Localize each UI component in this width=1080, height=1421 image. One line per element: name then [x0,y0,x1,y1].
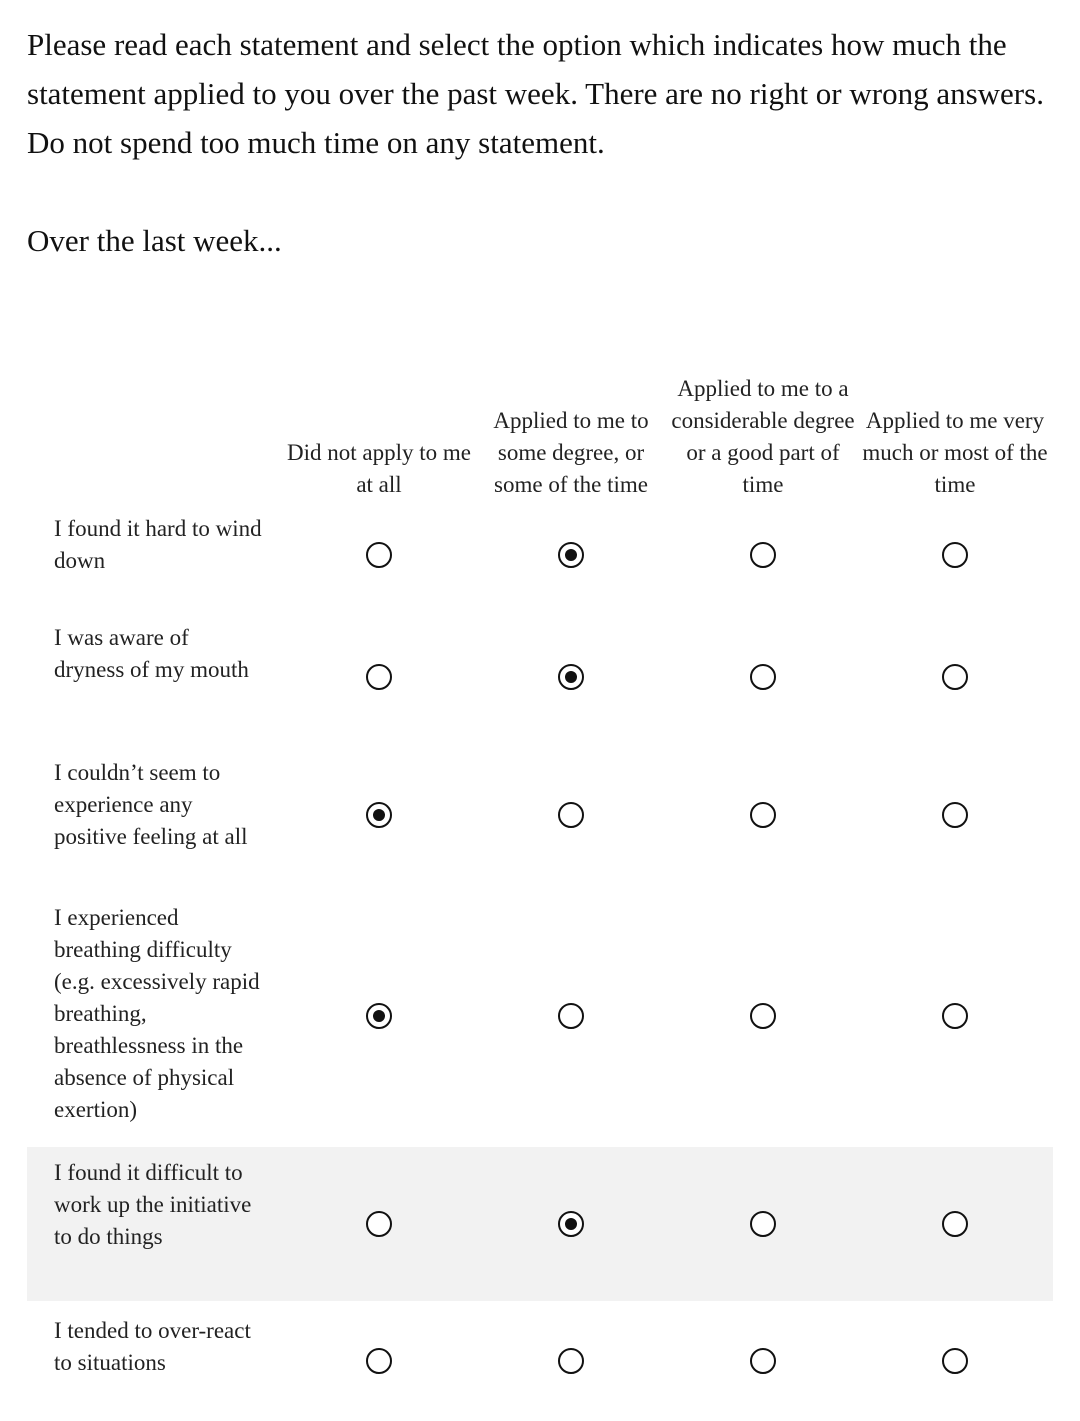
option-radio-1[interactable] [366,542,392,568]
statement-text: I was aware of dryness of my mouth [54,625,249,682]
option-cell [283,501,475,608]
lead-text: Over the last week... [27,223,282,258]
option-cell [859,608,1051,745]
instructions-text: Please read each statement and select the option which indicates how much the statement applied to you over the past week. There are no right or wrong answers. Do not spend too much time on any statement. [27,27,1044,160]
option-radio-3[interactable] [750,664,776,690]
option-radio-1[interactable] [366,1348,392,1374]
option-radio-4[interactable] [942,664,968,690]
statement-text: I tended to over-react to situations [54,1318,251,1375]
statement-text: I couldn’t seem to experience any positive feeling at all [54,760,248,849]
question-row [27,885,1053,1147]
option-cell [283,745,475,885]
option-radio-3[interactable] [750,802,776,828]
question-row [27,745,1053,885]
question-row [27,1301,1053,1421]
option-cell [667,501,859,608]
question-row [27,1147,1053,1301]
option-cell [667,1301,859,1421]
option-cell [283,885,475,1147]
column-header: Applied to me to some degree, or some of the time [493,408,649,497]
option-radio-4[interactable] [942,1003,968,1029]
option-radio-2[interactable] [558,802,584,828]
option-radio-1[interactable] [366,1211,392,1237]
statement-text: I found it difficult to work up the initiative to do things [54,1160,252,1249]
option-radio-2[interactable] [558,1003,584,1029]
option-cell [283,1147,475,1301]
option-radio-3[interactable] [750,542,776,568]
option-cell [283,1301,475,1421]
option-cell [475,608,667,745]
option-cell [859,501,1051,608]
option-cell [475,885,667,1147]
option-radio-2[interactable] [558,1348,584,1374]
question-rows [27,501,1053,1421]
option-cell [667,885,859,1147]
option-radio-3[interactable] [750,1003,776,1029]
question-row [27,501,1053,608]
option-cell [475,501,667,608]
option-radio-4[interactable] [942,1211,968,1237]
statement-text: I experienced breathing difficulty (e.g. excessively rapid breathing, breathlessness in the absence of physical exertion) [54,905,260,1122]
option-radio-2[interactable] [558,664,584,690]
option-radio-1[interactable] [366,1003,392,1029]
column-header: Applied to me very much or most of the time [862,408,1048,497]
option-cell [475,1301,667,1421]
option-cell [859,1301,1051,1421]
option-cell [667,1147,859,1301]
option-radio-2[interactable] [558,542,584,568]
column-header: Did not apply to me at all [287,440,471,497]
option-cell [667,608,859,745]
option-radio-2[interactable] [558,1211,584,1237]
option-cell [667,745,859,885]
option-cell [475,1147,667,1301]
option-cell [859,1147,1051,1301]
option-cell [859,885,1051,1147]
option-radio-3[interactable] [750,1211,776,1237]
likert-grid [27,308,1053,1421]
option-radio-4[interactable] [942,542,968,568]
option-radio-4[interactable] [942,1348,968,1374]
option-radio-4[interactable] [942,802,968,828]
column-header: Applied to me to a considerable degree or a good part of time [671,376,855,497]
option-radio-1[interactable] [366,802,392,828]
option-cell [283,608,475,745]
question-row [27,608,1053,745]
option-cell [475,745,667,885]
option-radio-3[interactable] [750,1348,776,1374]
option-radio-1[interactable] [366,664,392,690]
option-cell [859,745,1051,885]
statement-text: I found it hard to wind down [54,516,262,573]
column-headers [27,308,1053,501]
